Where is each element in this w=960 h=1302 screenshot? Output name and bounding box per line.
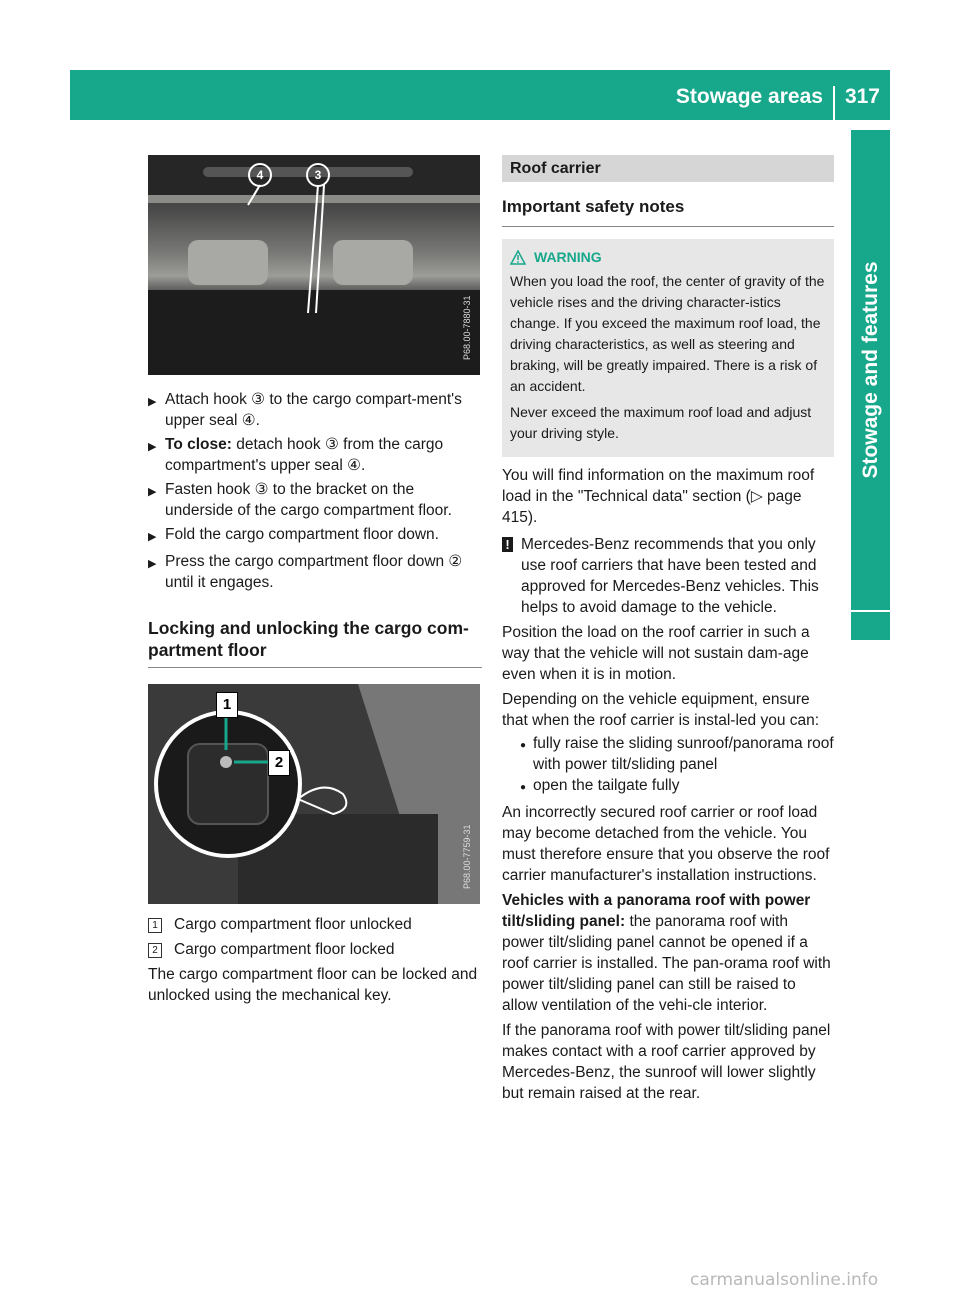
step-4: ▶ Fold the cargo compartment floor down. <box>148 524 482 548</box>
bullet-icon: ● <box>520 740 527 751</box>
arrow-icon: ▶ <box>148 558 157 570</box>
section-title-locking: Locking and unlocking the cargo com-partment floor <box>148 617 482 668</box>
warning-box <box>502 239 834 457</box>
contact-paragraph: If the panorama roof with power tilt/sliding panel makes contact with a roof carrier approved by Mercedes-Benz, the sunroof will lower slightly but remain raised at the rear. <box>502 1022 831 1102</box>
header-bar <box>70 70 890 120</box>
note-text-2: Position the load on the roof carrier in such a way that the vehicle will not sustain dam-age even when it is in motion. <box>502 624 810 683</box>
left-column <box>148 155 482 1008</box>
warning-text-1: When you load the roof, the center of gravity of the vehicle rises and the driving character-istics change. If you exceed the maximum roof load, the driving characteristics, as well as steering and braking, will be greatly impaired. There is a risk of an accident. <box>510 273 825 394</box>
figure2-code: P68.00-7759-31 <box>462 824 472 889</box>
cargo-photo-2-illustration <box>148 684 480 904</box>
legend-item-1: 1 Cargo compartment floor unlocked <box>148 914 482 935</box>
step-5: ▶ Press the cargo compartment floor down ② until it engages. <box>148 553 463 591</box>
steps-list <box>148 389 482 593</box>
arrow-icon: ▶ <box>148 396 157 408</box>
step-1: ▶ Attach hook ③ to the cargo compart-ment's upper seal ④. <box>148 391 462 429</box>
note-text-3: Depending on the vehicle equipment, ensure that when the roof carrier is instal-led you can: <box>502 691 820 729</box>
incorrect-paragraph: An incorrectly secured roof carrier or roof load may become detached from the vehicle. You must therefore ensure that you observe the roof carrier manufacturer's installation instructions. <box>502 804 830 884</box>
info-paragraph: You will find information on the maximum roof load in the "Technical data" section (▷ page 415). <box>502 467 815 526</box>
callout-3: 3 <box>306 163 330 187</box>
right-column <box>502 155 834 1106</box>
callout-2: 2 <box>268 750 290 776</box>
safety-notes-heading: Important safety notes <box>502 196 834 227</box>
cargo-photo-2 <box>148 684 480 904</box>
side-tab <box>851 130 890 610</box>
step-2: ▶ To close: detach hook ③ from the cargo compartment's upper seal ④. <box>148 436 444 474</box>
legend-number-1: 1 <box>148 918 162 933</box>
watermark: carmanualsonline.info <box>690 1270 879 1290</box>
panorama-paragraph: Vehicles with a panorama roof with power tilt/sliding panel: the panorama roof with power tilt/sliding panel cannot be opened if a roof carrier is installed. The pan-orama roof with power tilt/sliding panel can still be raised to allow ventilation of the vehi-cle interior. <box>502 892 831 1014</box>
cargo-photo-1-illustration <box>148 155 480 375</box>
arrow-icon: ▶ <box>148 441 157 453</box>
cargo-photo-1 <box>148 155 480 375</box>
note: ! Mercedes-Benz recommends that you only use roof carriers that have been tested and approved for Mercedes-Benz vehicles. This helps to avoid damage to the vehicle. <box>502 534 834 618</box>
bullet-item-1: ● fully raise the sliding sunroof/panorama roof with power tilt/sliding panel <box>520 735 834 773</box>
side-tab-label: Stowage and features <box>858 261 882 479</box>
figure1-code: P68.00-7880-31 <box>462 295 472 360</box>
side-block <box>851 612 890 640</box>
legend-number-2: 2 <box>148 943 162 958</box>
callout-1: 1 <box>216 692 238 718</box>
legend <box>148 914 482 960</box>
bullet-icon: ● <box>520 782 527 793</box>
roof-carrier-heading: Roof carrier <box>502 155 834 182</box>
warning-triangle-icon <box>510 250 526 265</box>
bullet-item-2: ● open the tailgate fully <box>520 775 834 798</box>
exclamation-icon: ! <box>502 537 513 552</box>
callout-4: 4 <box>248 163 272 187</box>
arrow-icon: ▶ <box>148 531 157 543</box>
header-title: Stowage areas <box>676 86 835 120</box>
arrow-icon: ▶ <box>148 486 157 498</box>
page-number: 317 <box>844 85 880 108</box>
warning-text-2: Never exceed the maximum roof load and adjust your driving style. <box>510 404 812 441</box>
locking-paragraph: The cargo compartment floor can be locked and unlocked using the mechanical key. <box>148 966 478 1004</box>
warning-title: WARNING <box>510 249 826 265</box>
step-3: ▶ Fasten hook ③ to the bracket on the underside of the cargo compartment floor. <box>148 481 452 519</box>
legend-item-2: 2 Cargo compartment floor locked <box>148 939 482 960</box>
